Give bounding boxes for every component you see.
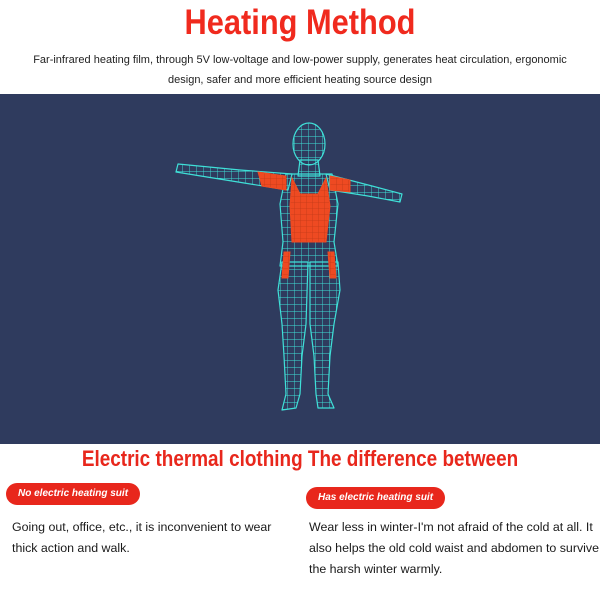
page-subtitle: Far-infrared heating film, through 5V low-voltage and low-power supply, generates heat circulation, ergonomic design, safer and more efficient heating source design [33, 54, 567, 86]
comparison-heading: Electric thermal clothing The difference between [81, 446, 519, 471]
no-heating-suit-badge: No electric heating suit [6, 483, 140, 505]
has-heating-suit-badge: Has electric heating suit [306, 487, 445, 509]
no-heating-suit-description: Going out, office, etc., it is inconvenient to wear thick action and walk. [12, 520, 272, 555]
body-heating-illustration [0, 94, 600, 444]
has-heating-suit-description: Wear less in winter-I'm not afraid of the cold at all. It also helps the old cold waist and abdomen to survive the harsh winter warmly. [309, 520, 599, 576]
wireframe-body-figure [0, 94, 600, 444]
page-title: Heating Method [184, 3, 416, 42]
